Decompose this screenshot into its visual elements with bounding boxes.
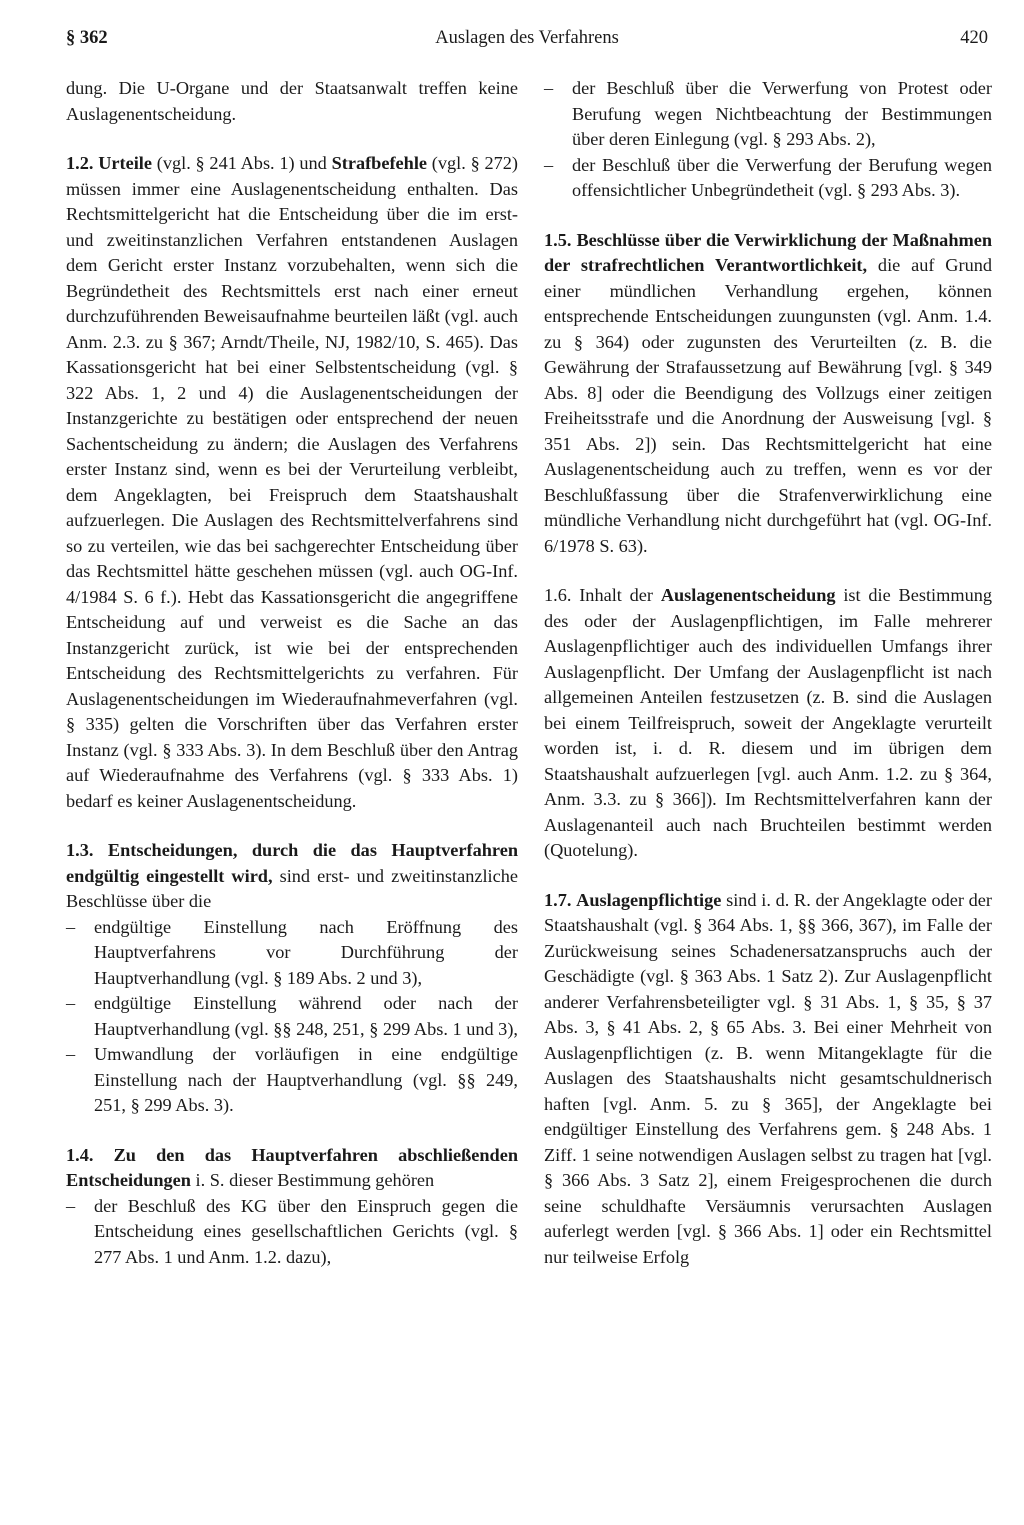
text-segment: sind erst- und zweitinstanzliche Beschlüsse über die: [66, 865, 519, 911]
section-num: 1.2.: [66, 153, 94, 173]
running-header: [66, 28, 988, 58]
section-num: 1.4.: [66, 1144, 94, 1165]
section-number: § 362: [66, 28, 108, 48]
list-item: – der Beschluß über die Verwerfung der Berufung wegen offensichtlicher Unbegründetheit (vgl. § 293 Abs. 3).: [544, 153, 992, 204]
term-strafbefehle: Strafbefehle: [331, 153, 428, 173]
section-num: 1.3.: [66, 840, 94, 860]
term-abschliessende: Zu den das Hauptverfahren abschließenden Entscheidungen: [66, 1144, 518, 1190]
list-1-3: [66, 915, 518, 1119]
text-segment: Inhalt der: [571, 585, 661, 605]
term-entscheidungen: Entscheidungen, durch die das Hauptverfahren endgültig eingestellt wird,: [66, 840, 518, 886]
list-item: – der Beschluß über die Verwerfung von Protest oder Berufung wegen Nichtbeachtung der Bestimmungen über deren Einlegung (vgl. § 293 Abs. 2),: [544, 76, 992, 153]
list-1-4: [66, 1194, 518, 1271]
list-item: – endgültige Einstellung nach Eröffnung des Hauptverfahrens vor Durchführung der Hauptverhandlung (vgl. § 189 Abs. 2 und 3),: [66, 915, 518, 992]
text-segment: ist die Bestimmung des oder der Auslagenpflichtigen, im Falle mehrerer Auslagenpflichtiger auch des individuellen Umfangs ihrer Auslagenpflicht. Der Umfang der Auslagenpflicht ist nach allgemeinen Anteilen festzusetzen (z. B. sind die Auslagen bei einem Teilfreispruch, soweit der Angeklagte verurteilt worden ist, i. d. R. diesem und im übrigen dem Staatshaushalt aufzuerlegen [vgl. auch Anm. 1.2. zu § 364, Anm. 3.3. zu § 366]). Im Rechtsmittelverfahren kann der Auslagenanteil auch nach Bruchteilen bestimmt werden (Quotelung).: [544, 585, 992, 860]
text-segment: (vgl. § 272) müssen immer eine Auslagenentscheidung enthalten. Das Rechtsmittelgericht hat die Entscheidung über die im erst- und zweitinstanzlichen Verfahren entstandenen Auslagen dem Gericht erster Instanz vorzubehalten, wenn sich die Begründetheit des Rechtsmittels erst nach einer erneut durchzuführenden Beweisaufnahme beurteilen läßt (vgl. auch Anm. 2.3. zu § 367; Arndt/Theile, NJ, 1982/10, S. 465). Das Kassationsgericht hat bei einer Selbstentscheidung (vgl. § 322 Abs. 1, 2 und 4) die Auslagenentscheidungen der Instanzgerichte zu bestätigen oder entsprechend der neuen Sachentscheidung zu ändern; die Auslagen des Verfahrens erster Instanz sind, wenn es bei der Verurteilung verbleibt, dem Angeklagten, bei Freispruch dem Staatshaushalt aufzuerlegen. Die Auslagen des Rechtsmittelverfahrens sind so zu verteilen, wie das bei sachgerechter Entscheidung über das Rechtsmittel hätte geschehen müssen (vgl. auch OG-Inf. 4/1984 S. 6 f.). Hebt das Kassationsgericht die angegriffene Entscheidung auf und verweist es die Sache an das Instanzgericht zurück, ist wie bei der entsprechenden Entscheidung des Rechtsmittelgerichts zu verfahren. Für Auslagenentscheidungen im Wiederaufnahmeverfahren (vgl. § 335) gelten die Vorschriften über das Verfahren erster Instanz (vgl. § 333 Abs. 3). In dem Beschluß über den Antrag auf Wiederaufnahme des Verfahrens (vgl. § 333 Abs. 1) bedarf es keiner Auslagenentscheidung.: [66, 153, 518, 811]
text-segment: sind i. d. R. der Angeklagte oder der Staatshaushalt (vgl. § 364 Abs. 1, §§ 366, 367), im Falle der Zurückweisung seines Schadenersatzanspruchs auch der Geschädigte (vgl. § 363 Abs. 1 Satz 2). Zur Auslagenpflicht anderer Verfahrensbeteiligter vgl. § 31 Abs. 1, § 35, § 37 Abs. 3, § 41 Abs. 2, § 65 Abs. 3. Bei einer Mehrheit von Auslagenpflichtigen (z. B. wenn Mitangeklagte für die Auslagen des Staatshaushalts nicht gesamtschuldnerisch haften [vgl. Anm. 5. zu § 365], der Angeklagte bei endgültiger Einstellung des Verfahrens gem. § 248 Abs. 1 Ziff. 1 seine notwendigen Auslagen selbst zu tragen hat [vgl. § 366 Abs. 3 Satz 2], einem Freigesprochenen die durch seine schuldhafte Versäumnis verursachten Auslagen auferlegt werden [vgl. § 366 Abs. 1] oder ein Rechtsmittel nur teilweise Erfolg: [544, 889, 992, 1267]
term-urteile: Urteile: [98, 153, 152, 173]
section-num: 1.7.: [544, 889, 572, 910]
paragraph-1-6: [544, 583, 992, 864]
paragraph-1-4: [66, 1143, 518, 1194]
text-segment: i. S. dieser Bestimmung gehören: [190, 1170, 435, 1190]
term-auslagenpflichtige: Auslagenpflichtige: [576, 889, 722, 910]
paragraph-continuation: dung. Die U-Organe und der Staatsanwalt treffen keine Auslagenentscheidung.: [66, 78, 518, 124]
paragraph-1-5: [544, 228, 992, 560]
list-item: – endgültige Einstellung während oder nach der Hauptverhandlung (vgl. §§ 248, 251, § 299 Abs. 1 und 3),: [66, 991, 518, 1042]
list-item: – der Beschluß des KG über den Einspruch gegen die Entscheidung eines gesellschaftlichen Gerichts (vgl. § 277 Abs. 1 und Anm. 1.2. dazu),: [66, 1194, 518, 1271]
paragraph-1-7: [544, 888, 992, 1271]
left-column: [66, 76, 518, 1270]
section-num: 1.6.: [544, 585, 572, 605]
list-1-4-continued: [544, 76, 992, 204]
paragraph-1-3: [66, 838, 518, 915]
text-segment: (vgl. § 241 Abs. 1) und: [151, 153, 332, 173]
text-segment: die auf Grund einer mündlichen Verhandlung ergehen, können entsprechende Entscheidungen zuungunsten (vgl. Anm. 1.4. zu § 364) oder zugunsten des Verurteilten (z. B. die Gewährung der Strafaussetzung auf Bewährung [vgl. § 349 Abs. 8] oder die Beendigung des Vollzugs einer zeitigen Freiheitsstrafe und die Anordnung der Ausweisung [vgl. § 351 Abs. 2]) sein. Das Rechtsmittelgericht hat eine Auslagenentscheidung auch zu treffen, wenn es vor der Beschlußfassung über die Strafenverwirklichung eine mündliche Verhandlung nicht durchgeführt hat (vgl. OG-Inf. 6/1978 S. 63).: [544, 255, 992, 556]
right-column: [544, 76, 992, 1270]
list-item: – Umwandlung der vorläufigen in eine endgültige Einstellung nach der Hauptverhandlung (vgl. §§ 249, 251, § 299 Abs. 3).: [66, 1042, 518, 1119]
term-auslagenentscheidung: Auslagenentscheidung: [660, 585, 836, 605]
running-title: Auslagen des Verfahrens: [435, 28, 619, 48]
paragraph-1-2: [66, 151, 518, 814]
section-num: 1.5.: [544, 229, 572, 250]
term-beschluesse: Beschlüsse über die Verwirklichung der Maßnahmen der strafrechtlichen Verantwortlichkeit,: [544, 229, 992, 275]
page-number: 420: [960, 28, 988, 48]
